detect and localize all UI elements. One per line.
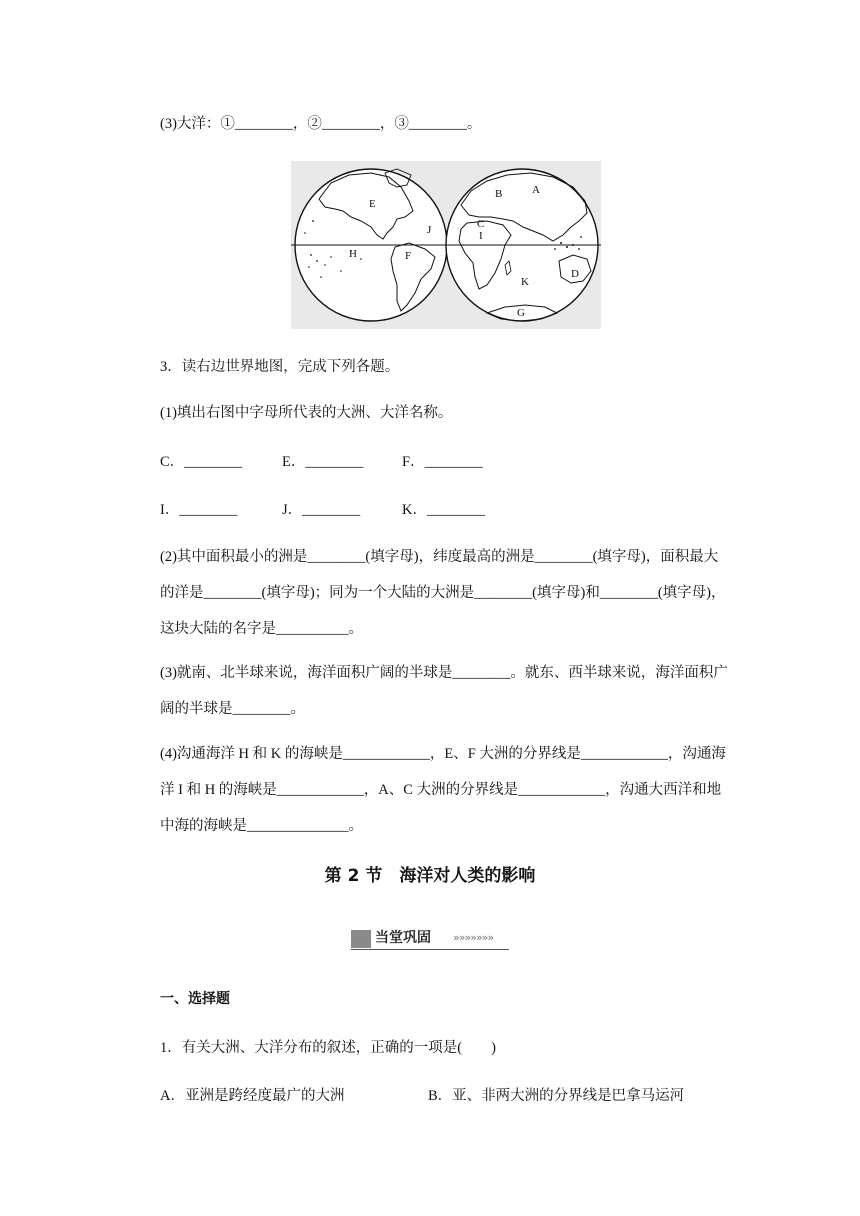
blank-k: K．________ — [402, 502, 485, 518]
blank-e: E．________ — [282, 454, 364, 470]
blank-c: C．________ — [160, 454, 243, 470]
world-map-figure — [291, 161, 601, 329]
world-map — [291, 161, 601, 329]
section-heading-choice: 一、选择题 — [160, 991, 230, 1007]
section-title: 第 2 节 海洋对人类的影响 — [324, 866, 536, 886]
mc1-options — [160, 1086, 684, 1106]
q3-part4: (4)沟通海洋 H 和 K 的海峡是____________，E、F 大洲的分界线是____________，沟通海洋 I 和 H 的海峡是____________，A、C 大洲的分界线是____________，沟通大西洋和地中海的海峡是______________。 — [160, 746, 726, 834]
question-oceans: (3)大洋：①________，②________，③________。 — [160, 116, 482, 132]
q3-part3: (3)就南、北半球来说，海洋面积广阔的半球是________。就东、西半球来说，海洋面积广阔的半球是________。 — [160, 665, 728, 717]
map-label-e: E — [369, 198, 376, 210]
q3-intro: 3．读右边世界地图，完成下列各题。 — [160, 359, 400, 375]
map-label-c: C — [477, 218, 485, 230]
map-label-d: D — [571, 268, 579, 280]
banner-block — [351, 930, 371, 948]
banner-underline — [351, 949, 509, 950]
map-label-i: I — [479, 230, 483, 242]
banner-label: 当堂巩固 — [375, 930, 431, 946]
q3-blank-row-1 — [160, 452, 483, 472]
mc1-option-b: B．亚、非两大洲的分界线是巴拿马运河 — [428, 1088, 685, 1104]
map-label-k: K — [521, 276, 529, 288]
map-label-j: J — [427, 224, 432, 236]
map-label-h: H — [349, 248, 357, 260]
blank-i: I．________ — [160, 502, 238, 518]
q3-blank-row-2 — [160, 500, 485, 520]
q3-part1: (1)填出右图中字母所代表的大洲、大洋名称。 — [160, 405, 453, 421]
map-label-b: B — [495, 188, 503, 200]
map-label-f: F — [405, 250, 412, 262]
map-label-a: A — [532, 184, 540, 196]
blank-f: F．________ — [402, 454, 483, 470]
q3-part2: (2)其中面积最小的洲是________(填字母)，纬度最高的洲是________(填字母)，面积最大的洋是________(填字母)；同为一个大陆的大洲是________(填字母)和________(填字母)，这块大陆的名字是__________。 — [160, 549, 726, 637]
banner-chevrons: »»»»»»» — [453, 931, 494, 944]
mc1-option-a: A．亚洲是跨经度最广的大洲 — [160, 1088, 345, 1104]
blank-j: J．________ — [282, 502, 361, 518]
mc1-stem: 1．有关大洲、大洋分布的叙述，正确的一项是( ) — [160, 1040, 496, 1056]
practice-banner — [349, 927, 509, 949]
map-label-g: G — [517, 307, 525, 319]
